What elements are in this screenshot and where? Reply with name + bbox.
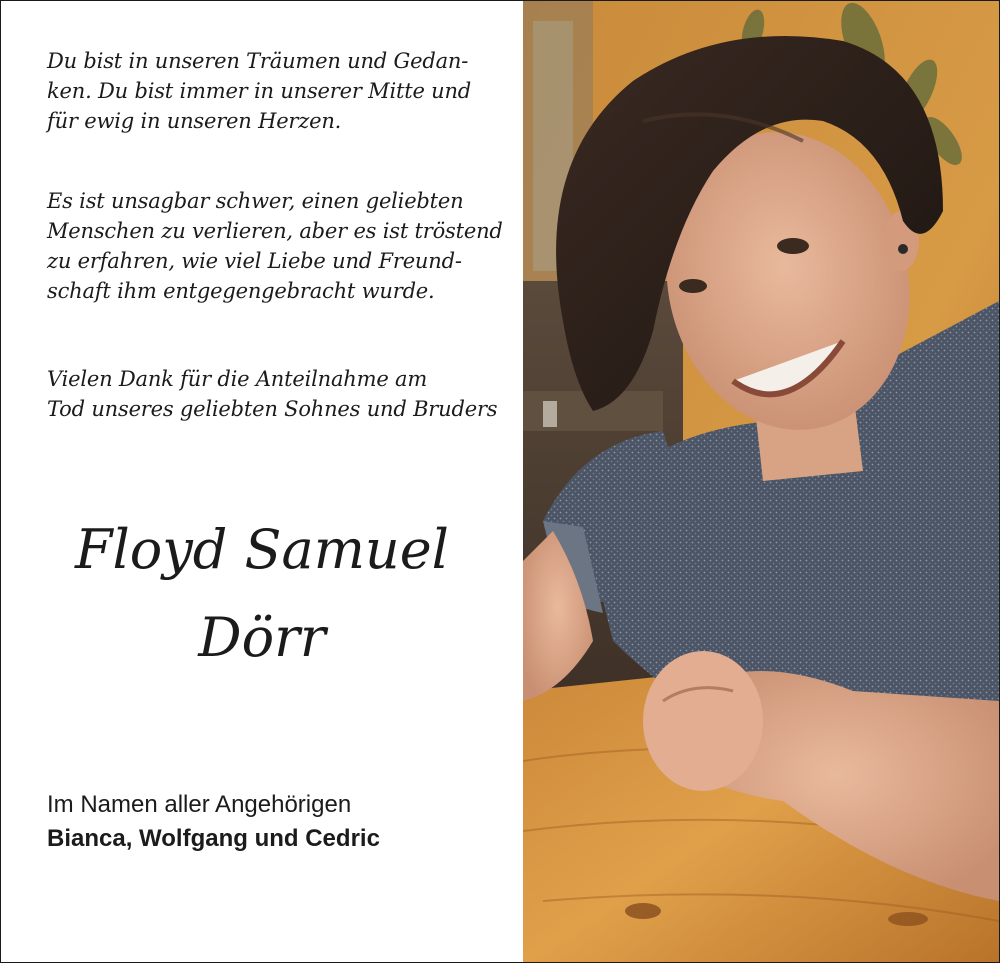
verse-line: ken. Du bist immer in unserer Mitte und (47, 79, 472, 103)
verse-line: Du bist in unseren Träumen und Gedan- (47, 49, 469, 73)
verse-paragraph-1 (47, 46, 507, 136)
deceased-name (1, 506, 523, 682)
verse-line: Menschen zu verlieren, aber es ist tröstend (47, 219, 503, 243)
signoff-line: Im Namen aller Angehörigen (47, 791, 352, 818)
deceased-name-line-2: Dörr (198, 606, 326, 669)
verse-line: Es ist unsagbar schwer, einen geliebten (47, 189, 464, 213)
verse-paragraph-3 (47, 364, 507, 424)
portrait-photo (523, 1, 999, 962)
signoff-names: Bianca, Wolfgang und Cedric (47, 825, 380, 852)
text-column (1, 1, 523, 962)
verse-line: zu erfahren, wie viel Liebe und Freund- (47, 249, 462, 273)
deceased-name-line-1: Floyd Samuel (75, 518, 449, 581)
verse-line: Vielen Dank für die Anteilnahme am (47, 367, 428, 391)
verse-line: schaft ihm entgegengebracht wurde. (47, 279, 435, 303)
verse-paragraph-2 (47, 186, 507, 306)
verse-line: für ewig in unseren Herzen. (47, 109, 342, 133)
verse-line: Tod unseres geliebten Sohnes und Bruders (47, 397, 498, 421)
signoff (47, 788, 380, 856)
